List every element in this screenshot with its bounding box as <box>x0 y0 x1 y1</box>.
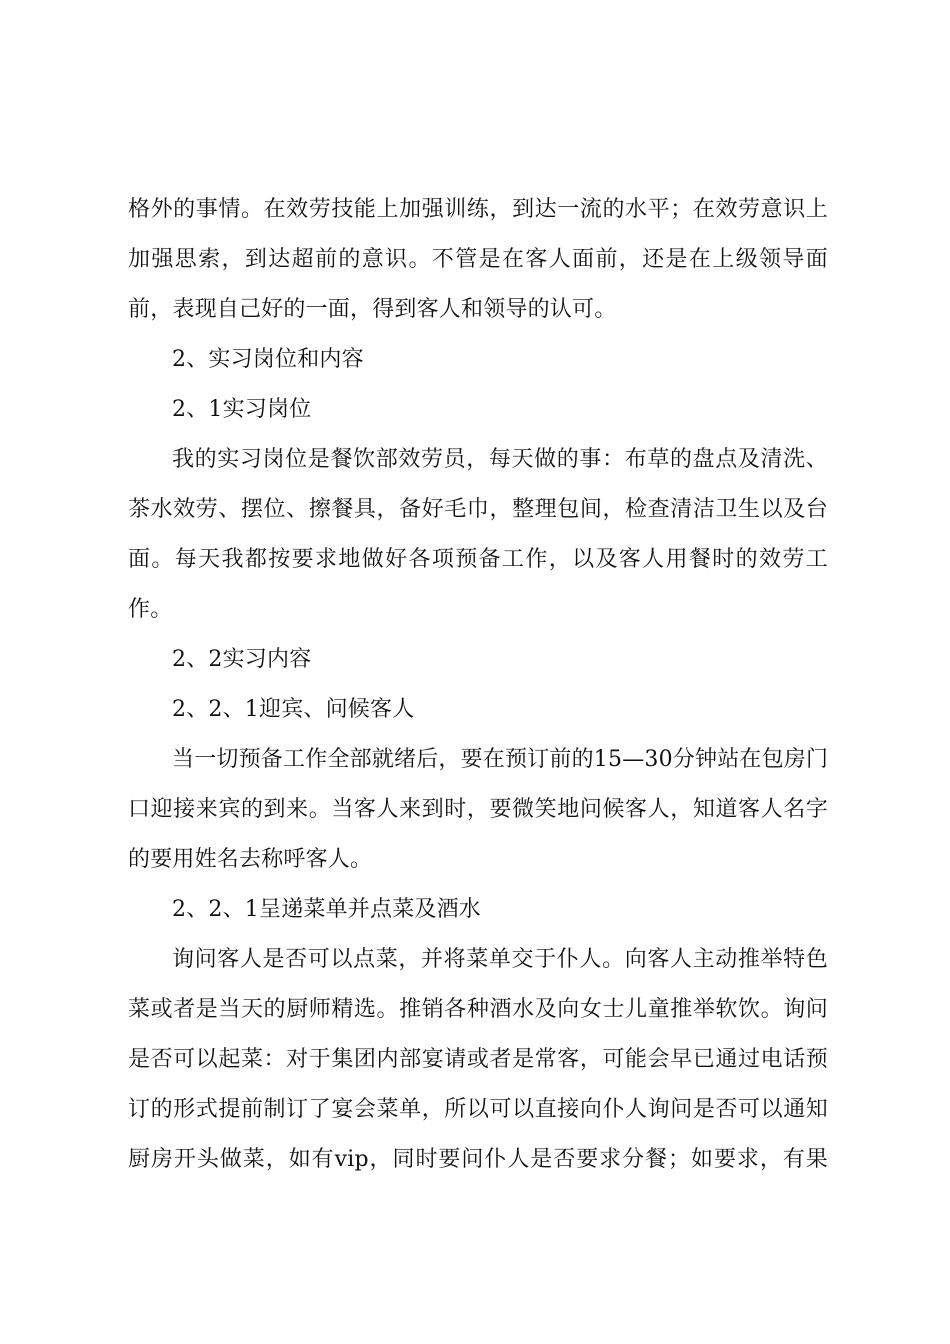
text-line: 加强思索，到达超前的意识。不管是在客人面前，还是在上级领导面 <box>128 247 828 272</box>
text-line: 的要用姓名去称呼客人。 <box>128 847 373 872</box>
text-line: 菜或者是当天的厨师精选。推销各种酒水及向女士儿童推举软饮。询问 <box>128 997 828 1022</box>
subsection-heading: 2、2、1呈递菜单并点菜及酒水 <box>172 897 481 922</box>
text-line: 当一切预备工作全部就绪后，要在预订前的15—30分钟站在包房门 <box>172 747 829 772</box>
text-line: 厨房开头做菜，如有vip，同时要问仆人是否要求分餐；如要求，有果 <box>128 1147 828 1172</box>
document-body <box>128 185 828 1185</box>
text-line: 格外的事情。在效劳技能上加强训练，到达一流的水平；在效劳意识上 <box>128 197 828 222</box>
text-line: 面。每天我都按要求地做好各项预备工作，以及客人用餐时的效劳工 <box>128 547 828 572</box>
text-line: 作。 <box>128 597 173 622</box>
subsection-heading: 2、2实习内容 <box>172 647 312 672</box>
text-line: 口迎接来宾的到来。当客人来到时，要微笑地问候客人，知道客人名字 <box>128 797 828 822</box>
text-line: 订的形式提前制订了宴会菜单，所以可以直接向仆人询问是否可以通知 <box>128 1097 828 1122</box>
text-line: 询问客人是否可以点菜，并将菜单交于仆人。向客人主动推举特色 <box>172 947 828 972</box>
subsection-heading: 2、1实习岗位 <box>172 397 312 422</box>
section-heading: 2、实习岗位和内容 <box>172 347 364 372</box>
text-line: 是否可以起菜：对于集团内部宴请或者是常客，可能会早已通过电话预 <box>128 1047 828 1072</box>
text-line: 我的实习岗位是餐饮部效劳员，每天做的事：布草的盘点及清洗、 <box>172 447 828 472</box>
text-line: 前，表现自己好的一面，得到客人和领导的认可。 <box>128 297 617 322</box>
subsection-heading: 2、2、1迎宾、问候客人 <box>172 697 415 722</box>
text-line: 茶水效劳、摆位、擦餐具，备好毛巾，整理包间，检查清洁卫生以及台 <box>128 497 828 522</box>
